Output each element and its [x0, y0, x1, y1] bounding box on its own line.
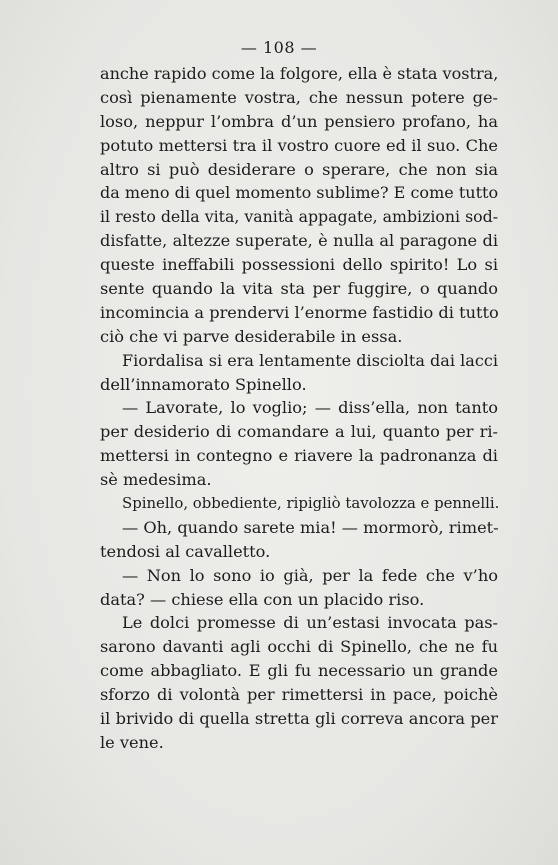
text-line: anche rapido come la folgore, ella è stata vostra, [100, 64, 499, 83]
text-line: da meno di quel momento sublime? E come tutto [100, 183, 499, 203]
text-line: il brivido di quella stretta gli correva ancora per [100, 709, 498, 729]
text-line: sente quando la vita sta per fuggire, o quando [100, 279, 498, 299]
text-line: queste ineffabili possessioni dello spirito! Lo si [100, 255, 498, 275]
text-line: sè medesima. [100, 470, 212, 490]
text-line: — Oh, quando sarete mia! — mormorò, rimet- [122, 517, 499, 537]
text-line: disfatte, altezze superate, è nulla al paragone di [100, 231, 498, 251]
text-line: per desiderio di comandare a lui, quanto per ri- [100, 422, 498, 442]
text-line: come abbagliato. E gli fu necessario un grande [100, 661, 498, 681]
text-line: sarono davanti agli occhi di Spinello, che ne fu [100, 637, 498, 657]
text-line: ciò che vi parve desiderabile in essa. [100, 326, 403, 346]
text-line: loso, neppur l’ombra d’un pensiero profano, ha [100, 111, 498, 131]
body-text [100, 62, 498, 755]
text-line: potuto mettersi tra il vostro cuore ed il suo. Che [100, 135, 498, 155]
text-line: le vene. [100, 732, 164, 752]
text-line: Le dolci promesse di un’estasi invocata pas- [122, 613, 498, 633]
text-line: dell’innamorato Spinello. [100, 374, 307, 394]
text-line: incomincia a prendervi l’enorme fastidio di tutto [100, 302, 499, 322]
text-line: — Non lo sono io già, per la fede che v’ho [122, 565, 498, 585]
text-line: Fiordalisa si era lentamente disciolta dai lacci [122, 350, 498, 370]
text-line: data? — chiese ella con un placido riso. [100, 589, 425, 609]
text-line: altro si può desiderare o sperare, che non sia [100, 159, 498, 179]
page-number: — 108 — [240, 38, 318, 57]
text-line: mettersi in contegno e riavere la padronanza di [100, 446, 498, 466]
text-line: sforzo di volontà per rimettersi in pace, poichè [100, 685, 498, 705]
text-line: il resto della vita, vanità appagate, ambizioni sod- [100, 207, 499, 227]
text-line: tendosi al cavalletto. [100, 541, 271, 561]
text-line: Spinello, obbediente, ripigliò tavolozza e pennelli. [122, 494, 500, 513]
text-line: così pienamente vostra, che nessun potere ge- [100, 87, 498, 107]
text-line: — Lavorate, lo voglio; — diss’ella, non tanto [122, 398, 498, 418]
